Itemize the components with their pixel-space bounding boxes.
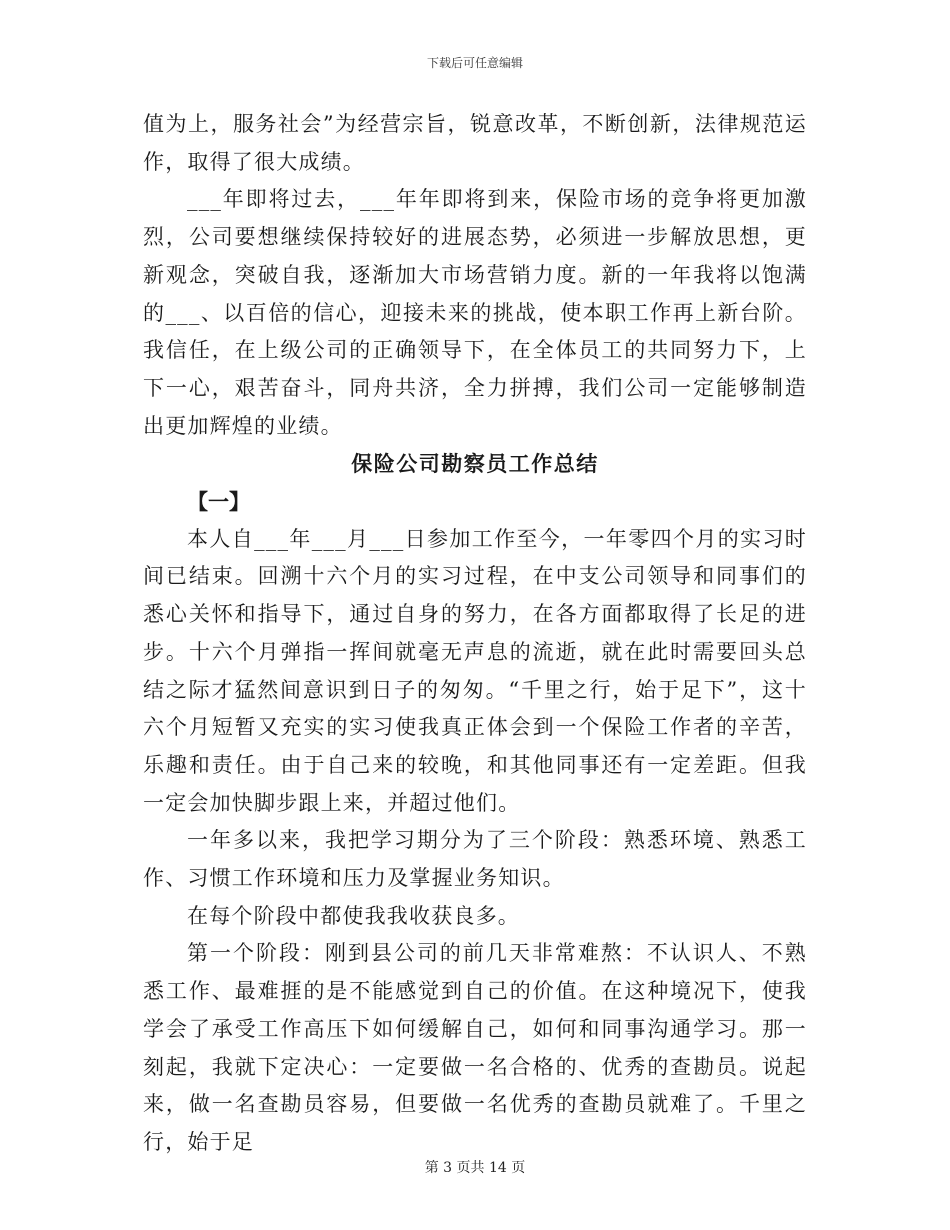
document-title: 保险公司勘察员工作总结: [351, 451, 599, 477]
section-heading: 【一】: [187, 489, 250, 515]
paragraph-2: ___年即将过去，___年年即将到来，保险市场的竞争将更加激烈，公司要想继续保持较好的进展态势，必须进一步解放思想，更新观念，突破自我，逐渐加大市场营销力度。新的一年我将以饱满的___、以百倍的信心，迎接未来的挑战，使本职工作再上新台阶。我信任，在上级公司的正确领导下，在全体员工的共同努力下，上下一心，艰苦奋斗，同舟共济，全力拼搏，我们公司一定能够制造出更加辉煌的业绩。: [143, 187, 807, 438]
paragraph-5: 在每个阶段中都使我我收获良多。: [187, 903, 520, 928]
paragraph-6: 第一个阶段：刚到县公司的前几天非常难熬：不认识人、不熟悉工作、最难捱的是不能感觉到自己的价值。在这种境况下，使我学会了承受工作高压下如何缓解自己，如何和同事沟通学习。那一刻起，我就下定决心：一定要做一名合格的、优秀的查勘员。说起来，做一名查勘员容易，但要做一名优秀的查勘员就难了。千里之行，始于足: [143, 941, 807, 1154]
page-footer: 第 3 页共 14 页: [424, 1160, 526, 1176]
paragraph-3: 本人自___年___月___日参加工作至今，一年零四个月的实习时间已结束。回溯十六个月的实习过程，在中支公司领导和同事们的悉心关怀和指导下，通过自身的努力，在各方面都取得了长足的进步。十六个月弹指一挥间就毫无声息的流逝，就在此时需要回头总结之际才猛然间意识到日子的匆匆。“千里之行，始于足下”，这十六个月短暂又充实的实习使我真正体会到一个保险工作者的辛苦，乐趣和责任。由于自己来的较晚，和其他同事还有一定差距。但我一定会加快脚步跟上来，并超过他们。: [143, 526, 807, 815]
paragraph-4: 一年多以来，我把学习期分为了三个阶段：熟悉环境、熟悉工作、习惯工作环境和压力及掌握业务知识。: [143, 828, 807, 891]
paragraph-1: 值为上，服务社会”为经营宗旨，锐意改革，不断创新，法律规范运作，取得了很大成绩。: [143, 112, 807, 174]
page-header: 下载后可任意编辑: [426, 56, 523, 70]
document-body: [143, 106, 807, 1162]
